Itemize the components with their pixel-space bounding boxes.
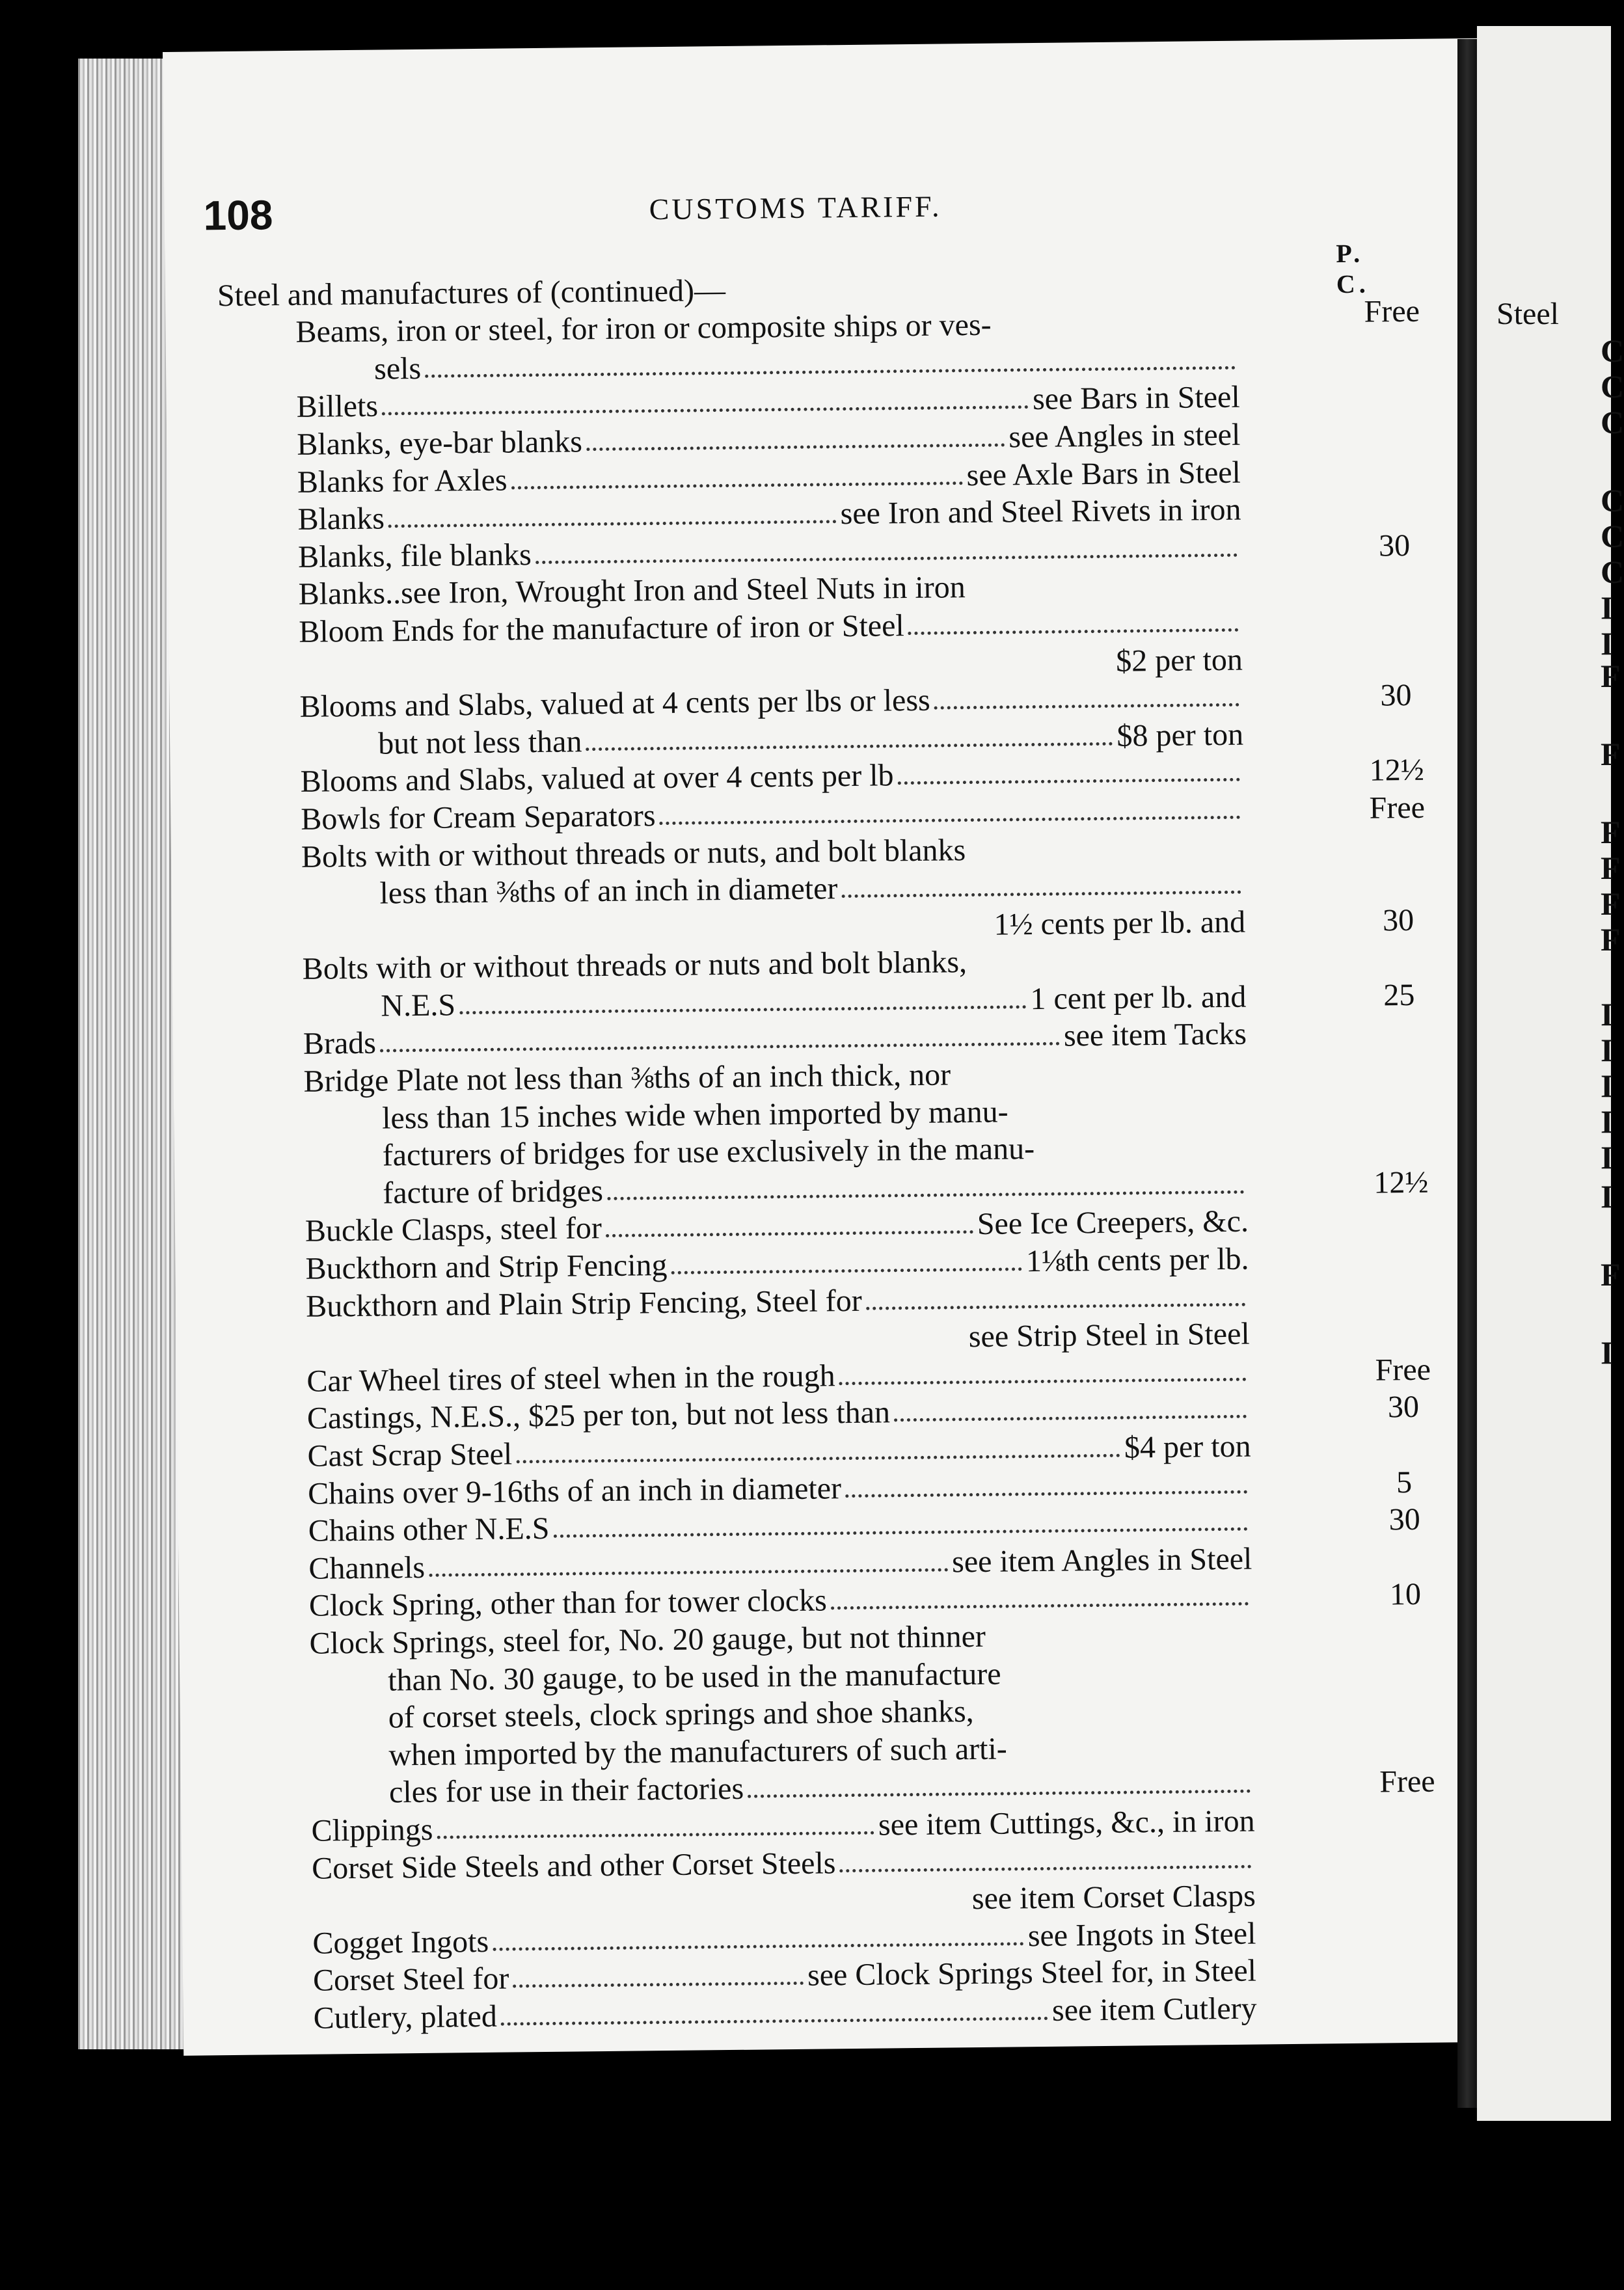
entry-reference: see item Cutlery [1051, 1991, 1257, 2028]
facing-page-initial: I [1601, 625, 1614, 662]
entry-text: Cutlery, plated [313, 1999, 498, 2036]
dot-leader [388, 517, 837, 528]
entry-rate: 30 [1387, 1390, 1420, 1425]
entry-rate: 10 [1389, 1577, 1422, 1612]
dot-leader [606, 1228, 973, 1237]
entry-rate: Free [1364, 293, 1420, 329]
entry-text: Bridge Plate not less than ⅜ths of an inch thick, nor [303, 1057, 951, 1099]
entry-reference: see Angles in steel [1008, 417, 1241, 455]
facing-page-initial: F [1601, 921, 1621, 958]
entry-text: less than 15 inches wide when imported by manu- [381, 1094, 1008, 1136]
entry-text: of corset steels, clock springs and shoe shanks, [388, 1694, 974, 1735]
dot-leader [908, 626, 1239, 635]
facing-page-word: Steel [1496, 297, 1559, 331]
dot-leader [934, 701, 1239, 710]
entry-text: Clock Spring, other than for tower clocks [308, 1583, 828, 1624]
entry-rate: 30 [1382, 902, 1414, 938]
entry-text: Corset Steel for [312, 1961, 509, 1999]
entry-text: Brads [303, 1026, 377, 1062]
entry-rate: 30 [1378, 528, 1411, 563]
entry-text: Car Wheel tires of steel when in the rough [306, 1358, 835, 1399]
facing-page-initial: F [1601, 885, 1621, 922]
facing-page-initial: F [1601, 736, 1621, 772]
entry-text: than No. 30 gauge, to be used in the manufacture [387, 1656, 1001, 1698]
dot-leader [831, 1600, 1249, 1610]
entry-reference: see item Corset Clasps [971, 1878, 1256, 1917]
facing-page-initial: C [1601, 368, 1624, 405]
entry-text: N.E.S [381, 988, 456, 1023]
tariff-entries [217, 263, 1459, 2036]
facing-page-initial: F [1601, 850, 1621, 886]
entry-text: Channels [308, 1550, 426, 1586]
entry-reference: see Iron and Steel Rivets in iron [840, 492, 1241, 532]
dot-leader [501, 2014, 1048, 2026]
entry-text: Blooms and Slabs, valued at 4 cents per lbs or less [299, 682, 930, 724]
entry-rate: 25 [1383, 977, 1415, 1013]
dot-leader [511, 479, 963, 489]
dot-leader [748, 1787, 1251, 1798]
dot-leader [459, 1003, 1026, 1014]
entry-reference: $4 per ton [1124, 1429, 1251, 1465]
dot-leader [839, 1375, 1247, 1385]
entry-rate: 5 [1396, 1464, 1413, 1500]
entry-rate: 30 [1380, 678, 1412, 713]
facing-page-initial: I [1601, 1334, 1614, 1371]
facing-page-initial: C [1601, 518, 1624, 554]
entry-reference: $2 per ton [1115, 642, 1243, 679]
dot-leader [382, 403, 1029, 415]
facing-page-initial: F [1601, 658, 1621, 694]
entry-rate: 30 [1388, 1502, 1421, 1537]
entry-text: Bolts with or without threads or nuts and bolt blanks, [302, 945, 968, 987]
entry-reference: see Ingots in Steel [1027, 1916, 1256, 1953]
dot-leader [516, 1451, 1120, 1464]
entry-text: facture of bridges [383, 1173, 604, 1211]
entry-text: Blooms and Slabs, valued at over 4 cents per lb [300, 758, 894, 800]
facing-page-initial: I [1601, 1032, 1614, 1068]
dot-leader [660, 813, 1241, 825]
facing-page-initial: I [1601, 1178, 1614, 1215]
entry-text: Castings, N.E.S., $25 per ton, but not less than [306, 1395, 891, 1436]
entry-reference: see Axle Bars in Steel [966, 455, 1241, 492]
book-spine [1457, 39, 1477, 2108]
entry-text: Chains over 9-16ths of an inch in diameter [307, 1470, 842, 1511]
entry-text: Beams, iron or steel, for iron or composite ships or ves- [295, 307, 992, 350]
entry-line [313, 1990, 1256, 2036]
entry-text: sels [373, 351, 422, 386]
entry-text: Corset Side Steels and other Corset Steels [311, 1845, 836, 1886]
facing-page-initial: I [1601, 1068, 1614, 1104]
entry-text: Cast Scrap Steel [307, 1436, 513, 1474]
dot-leader [513, 1979, 804, 1988]
entry-text: Blanks, file blanks [297, 537, 532, 574]
dot-leader [380, 1040, 1060, 1053]
entry-text: Buckle Clasps, steel for [304, 1211, 602, 1249]
entry-text: Blanks..see Iron, Wrought Iron and Steel Nuts in iron [298, 570, 966, 612]
entry-reference: $8 per ton [1116, 717, 1244, 753]
entry-reference: 1 cent per lb. and [1030, 979, 1247, 1016]
entry-text: cles for use in their factories [388, 1771, 744, 1810]
entry-text: Buckthorn and Plain Strip Fencing, Steel for [305, 1283, 862, 1324]
dot-leader [429, 1565, 948, 1576]
facing-page-initial: I [1601, 1139, 1614, 1176]
facing-page-initial: C [1601, 332, 1624, 369]
facing-page-initial: F [1601, 814, 1621, 850]
entry-text: less than ⅜ths of an inch in diameter [379, 871, 838, 911]
entry-text: Billets [296, 388, 379, 425]
entry-reference: see item Angles in Steel [951, 1541, 1252, 1580]
dot-leader [493, 1939, 1024, 1951]
dot-leader [671, 1265, 1023, 1274]
entry-reference: see Bars in Steel [1032, 380, 1240, 417]
entry-text: facturers of bridges for use exclusively in the manu- [382, 1131, 1035, 1173]
entry-text: Clock Springs, steel for, No. 20 gauge, but not thinner [309, 1619, 986, 1661]
dot-leader [839, 1862, 1251, 1872]
facing-page [1477, 26, 1624, 2121]
entry-text: Bloom Ends for the manufacture of iron or Steel [299, 608, 904, 649]
entry-reference: 1½ cents per lb. and [994, 904, 1246, 942]
entry-rate: 12½ [1374, 1165, 1429, 1200]
entry-text: Chains other N.E.S [308, 1511, 550, 1548]
rate-column-header: P. C. [1336, 238, 1370, 299]
entry-text: when imported by the manufacturers of such arti- [388, 1731, 1008, 1773]
facing-page-initial: C [1601, 554, 1624, 590]
entry-reference: See Ice Creepers, &c. [977, 1204, 1249, 1242]
dot-leader [866, 1300, 1245, 1310]
facing-page-initial: C [1601, 404, 1624, 440]
dot-leader [898, 775, 1240, 785]
facing-page-initial: F [1601, 1256, 1621, 1293]
facing-page-initial: I [1601, 1103, 1614, 1140]
entry-reference: 1⅛th cents per lb. [1025, 1241, 1249, 1279]
facing-page-initial: C [1601, 482, 1624, 519]
entry-text: Clippings [311, 1812, 433, 1848]
entry-rate: Free [1369, 790, 1426, 826]
dot-leader [553, 1525, 1247, 1538]
entry-reference: see item Tacks [1063, 1017, 1247, 1054]
entry-text: Blanks for Axles [297, 463, 508, 500]
entry-text: Bolts with or without threads or nuts, and bolt blanks [301, 832, 966, 874]
dot-leader [586, 440, 1005, 451]
facing-page-initial: I [1601, 996, 1614, 1032]
dot-leader [425, 364, 1236, 378]
dot-leader [535, 550, 1238, 563]
entry-text: but not less than [377, 724, 582, 761]
dot-leader [586, 739, 1113, 750]
dot-leader [845, 1487, 1247, 1497]
entry-text: Cogget Ingots [312, 1924, 489, 1961]
entry-reference: see Strip Steel in Steel [968, 1316, 1251, 1354]
entry-text: Buckthorn and Strip Fencing [305, 1248, 668, 1286]
entry-text: Bowls for Cream Separators [301, 798, 656, 837]
facing-page-initial: I [1601, 589, 1614, 626]
dot-leader [437, 1829, 874, 1839]
dot-leader [841, 888, 1241, 898]
entry-rate: Free [1379, 1764, 1435, 1799]
entry-text: Steel and manufactures of (continued)— [217, 273, 726, 313]
dot-leader [607, 1188, 1245, 1200]
entry-text: Blanks [297, 501, 385, 537]
entry-text: Blanks, eye-bar blanks [297, 424, 583, 462]
entry-rate: Free [1375, 1352, 1431, 1388]
entry-reference: see item Cuttings, &c., in iron [878, 1803, 1255, 1842]
entry-reference: see Clock Springs Steel for, in Steel [807, 1953, 1257, 1993]
dot-leader [894, 1412, 1247, 1422]
book-page [163, 38, 1504, 2056]
page-number: 108 [203, 191, 273, 239]
running-title: CUSTOMS TARIFF. [649, 189, 942, 226]
entry-rate: 12½ [1369, 753, 1424, 788]
